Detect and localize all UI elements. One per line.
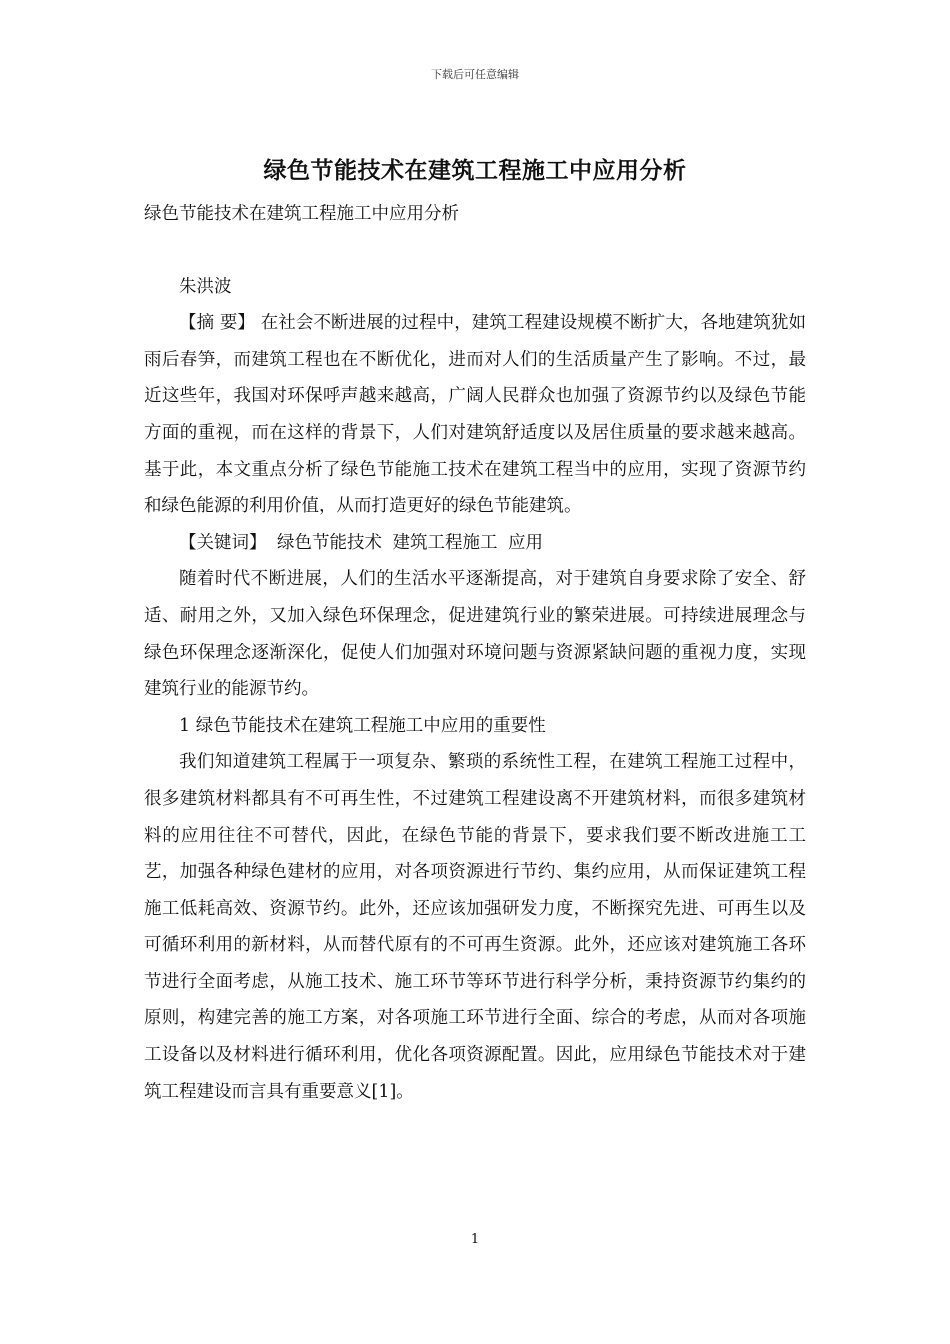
abstract-label: 【摘 要】 — [179, 313, 256, 334]
spacer — [144, 233, 806, 269]
header-note: 下载后可任意编辑 — [431, 68, 519, 81]
abstract-paragraph — [144, 305, 806, 525]
section-heading: 1 绿色节能技术在建筑工程施工中应用的重要性 — [179, 715, 546, 736]
keyword-term: 绿色节能技术 — [277, 532, 382, 553]
intro-paragraph: 随着时代不断进展，人们的生活水平逐渐提高，对于建筑自身要求除了安全、舒适、耐用之外，又加入绿色环保理念，促进建筑行业的繁荣进展。可持续进展理念与绿色环保理念逐渐深化，促使人们加强对环境问题与资源紧缺问题的重视力度，实现建筑行业的能源节约。 — [144, 569, 806, 700]
keywords-paragraph — [144, 525, 806, 562]
document-title: 绿色节能技术在建筑工程施工中应用分析 — [263, 157, 687, 184]
document-subtitle: 绿色节能技术在建筑工程施工中应用分析 — [144, 204, 459, 224]
section-paragraph: 我们知道建筑工程属于一项复杂、繁琐的系统性工程，在建筑工程施工过程中，很多建筑材料都具有不可再生性，不过建筑工程建设离不开建筑材料，而很多建筑材料的应用往往不可替代，因此，在绿色节能的背景下，要求我们要不断改进施工工艺，加强各种绿色建材的应用，对各项资源进行节约、集约应用，从而保证建筑工程施工低耗高效、资源节约。此外，还应该加强研发力度，不断探究先进、可再生以及可循环利用的新材料，从而替代原有的不可再生资源。此外，还应该对建筑施工各环节进行全面考虑，从施工技术、施工环节等环节进行科学分析，秉持资源节约集约的原则，构建完善的施工方案，对各项施工环节进行全面、综合的考虑，从而对各项施工设备以及材料进行循环利用，优化各项资源配置。因此，应用绿色节能技术对于建筑工程建设而言具有重要意义[1]。 — [144, 752, 806, 1102]
keyword-term: 建筑工程施工 — [392, 532, 498, 553]
keywords-label: 【关键词】 — [179, 532, 267, 553]
keyword-term: 应用 — [508, 532, 543, 553]
author-name: 朱洪波 — [179, 276, 232, 297]
abstract-text: 在社会不断进展的过程中，建筑工程建设规模不断扩大，各地建筑犹如雨后春笋，而建筑工程也在不断优化，进而对人们的生活质量产生了影响。不过，最近这些年，我国对环保呼声越来越高，广阔人民群众也加强了资源节约以及绿色节能方面的重视，而在这样的背景下，人们对建筑舒适度以及居住质量的要求越来越高。基于此，本文重点分析了绿色节能施工技术在建筑工程当中的应用，实现了资源节约和绿色能源的利用价值，从而打造更好的绿色节能建筑。 — [144, 313, 806, 517]
page-number: 1 — [470, 1232, 480, 1247]
document-body — [144, 196, 806, 1110]
